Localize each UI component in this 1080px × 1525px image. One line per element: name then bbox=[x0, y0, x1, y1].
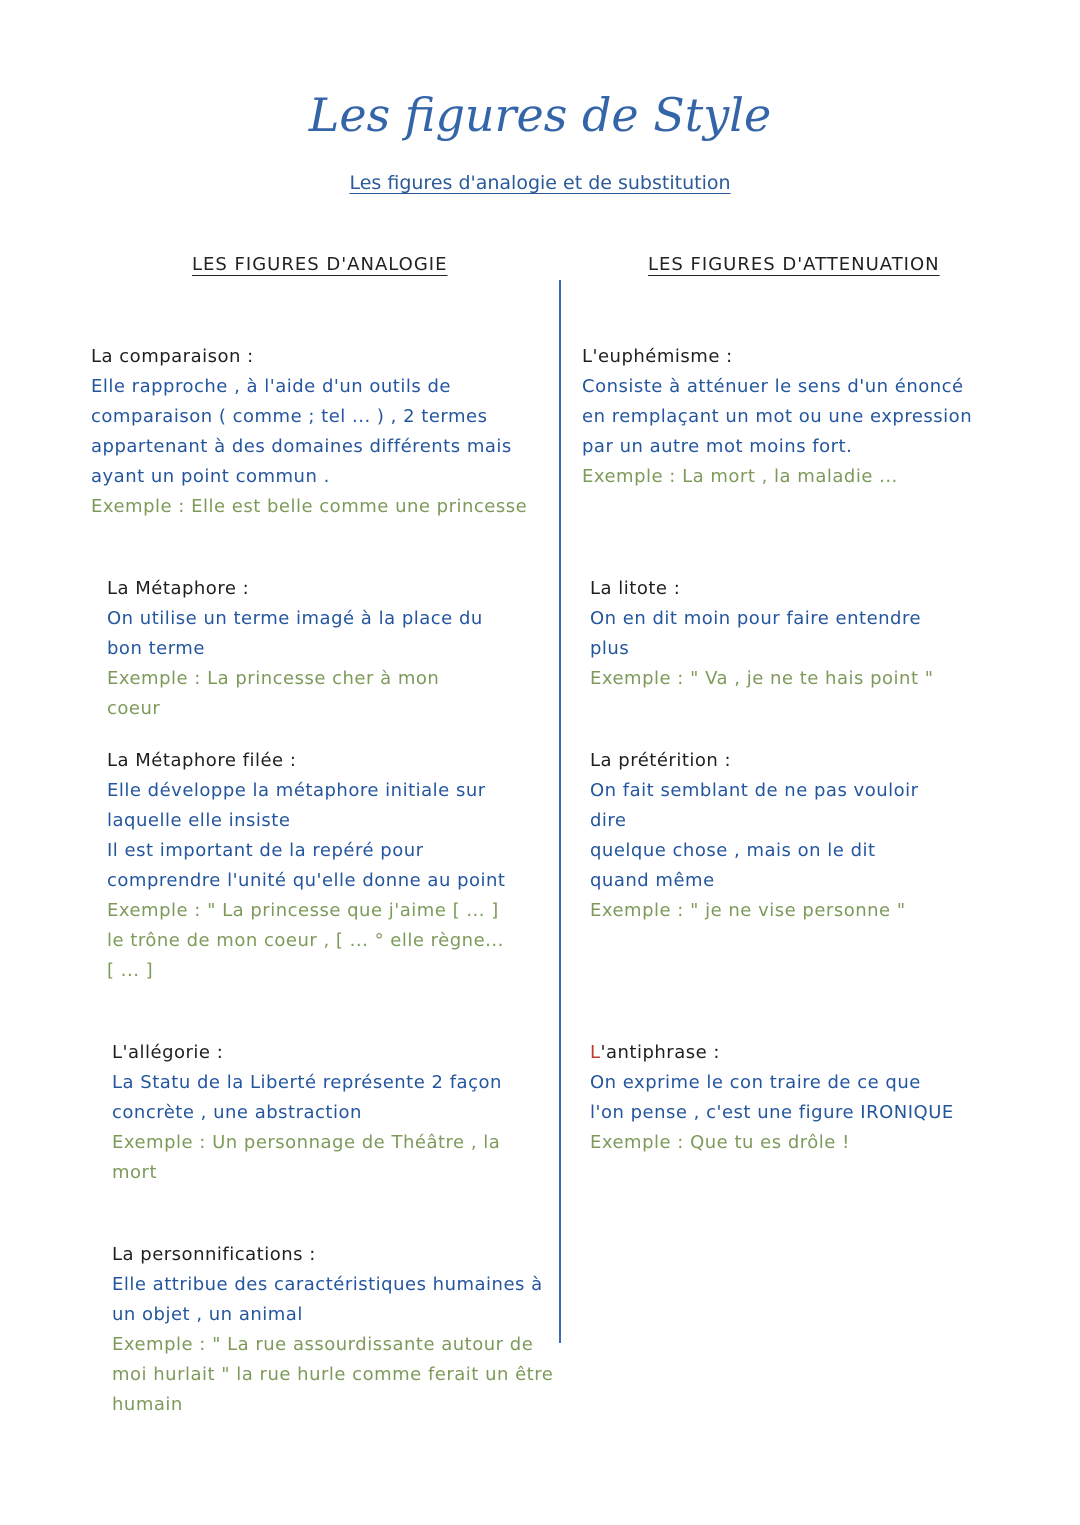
figure-example: Exemple : La mort , la maladie ... bbox=[582, 466, 898, 487]
figure-heading: L'euphémisme : bbox=[582, 346, 733, 367]
figure-example: Exemple : " La princesse que j'aime [ ... ] le trône de mon coeur , [ ... ° elle règne... [ ... ] bbox=[107, 900, 504, 981]
figure-litote bbox=[590, 574, 935, 694]
figure-description: On fait semblant de ne pas vouloir dire bbox=[590, 780, 919, 831]
figure-antiphrase bbox=[590, 1038, 960, 1158]
left-column-heading: LES FIGURES D'ANALOGIE bbox=[192, 254, 448, 275]
heading-rest: 'antiphrase : bbox=[600, 1042, 720, 1063]
figure-description: On exprime le con traire de ce que l'on pense , c'est une figure IRONIQUE bbox=[590, 1072, 954, 1123]
figure-description-extra: quelque chose , mais on le dit quand même bbox=[590, 840, 876, 891]
figure-metaphore bbox=[107, 574, 487, 724]
figure-description: Elle attribue des caractéristiques humaines à un objet , un animal bbox=[112, 1274, 543, 1325]
figure-personnification bbox=[112, 1240, 557, 1420]
figure-description: Elle développe la métaphore initiale sur laquelle elle insiste bbox=[107, 780, 486, 831]
figure-heading: La Métaphore filée : bbox=[107, 750, 297, 771]
figure-description: On en dit moin pour faire entendre plus bbox=[590, 608, 922, 659]
figure-euphemisme bbox=[582, 342, 982, 492]
figure-example: Exemple : " La rue assourdissante autour de moi hurlait " la rue hurle comme ferait un être humain bbox=[112, 1334, 554, 1415]
figure-description: Consiste à atténuer le sens d'un énoncé en remplaçant un mot ou une expression par un autre mot moins fort. bbox=[582, 376, 973, 457]
figure-example: Exemple : Un personnage de Théâtre , la mort bbox=[112, 1132, 501, 1183]
figure-description: On utilise un terme imagé à la place du bon terme bbox=[107, 608, 483, 659]
column-divider bbox=[559, 280, 561, 1343]
page-subtitle: Les figures d'analogie et de substitution bbox=[349, 172, 731, 194]
figure-heading: La litote : bbox=[590, 578, 681, 599]
figure-example: Exemple : " je ne vise personne " bbox=[590, 900, 906, 921]
figure-heading: L'allégorie : bbox=[112, 1042, 224, 1063]
figure-description: La Statu de la Liberté représente 2 façon concrète , une abstraction bbox=[112, 1072, 502, 1123]
figure-heading: La Métaphore : bbox=[107, 578, 250, 599]
figure-description-extra: Il est important de la repéré pour comprendre l'unité qu'elle donne au point bbox=[107, 840, 506, 891]
figure-example: Exemple : " Va , je ne te hais point " bbox=[590, 668, 934, 689]
figure-allegorie bbox=[112, 1038, 512, 1188]
figure-heading: La comparaison : bbox=[91, 346, 254, 367]
figure-comparaison bbox=[91, 342, 531, 522]
heading-red-letter: L bbox=[590, 1042, 601, 1063]
figure-heading: La personnifications : bbox=[112, 1244, 316, 1265]
figure-description: Elle rapproche , à l'aide d'un outils de comparaison ( comme ; tel ... ) , 2 termes appartenant à des domaines différents mais ayant un point commun . bbox=[91, 376, 512, 487]
right-column-heading: LES FIGURES D'ATTENUATION bbox=[648, 254, 940, 275]
figure-metaphore-filee bbox=[107, 746, 507, 986]
page-title: Les figures de Style bbox=[308, 88, 772, 142]
figure-preterition bbox=[590, 746, 935, 926]
figure-example: Exemple : Elle est belle comme une princesse bbox=[91, 496, 528, 517]
figure-heading: La prétérition : bbox=[590, 750, 732, 771]
figure-example: Exemple : La princesse cher à mon coeur bbox=[107, 668, 440, 719]
figure-heading bbox=[590, 1038, 960, 1068]
figure-example: Exemple : Que tu es drôle ! bbox=[590, 1132, 850, 1153]
